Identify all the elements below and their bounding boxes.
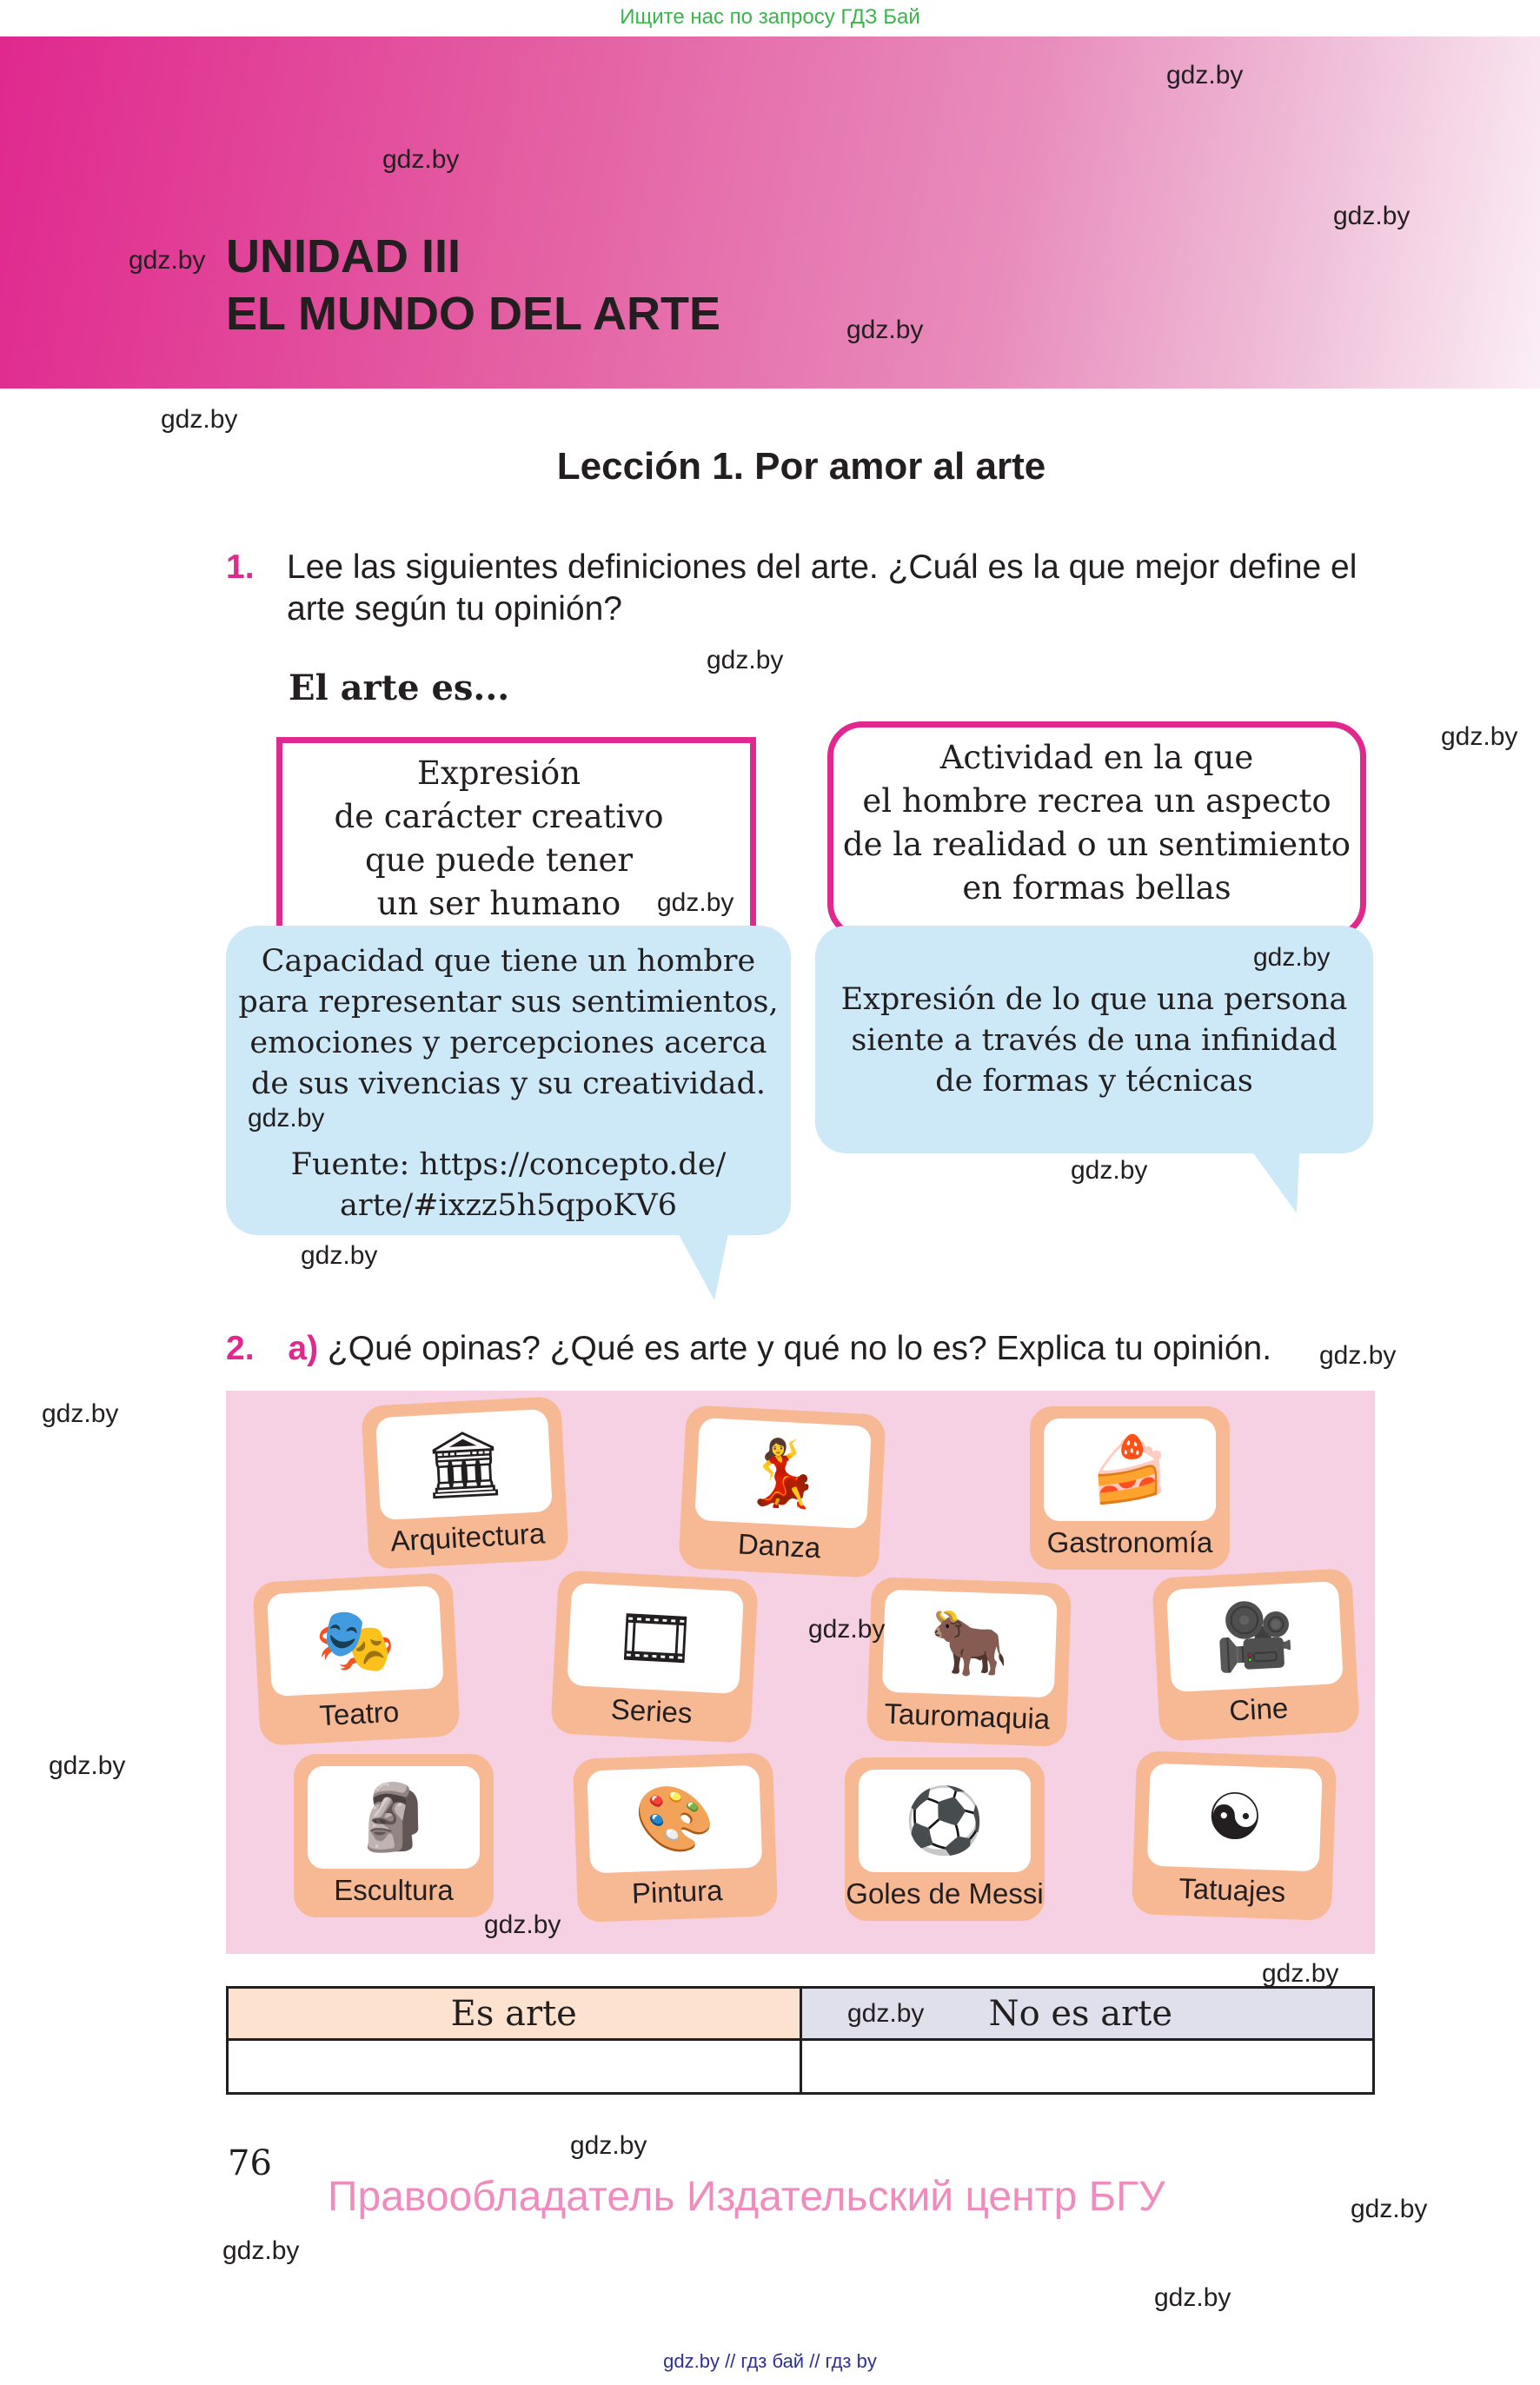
watermark: gdz.by xyxy=(570,2131,647,2160)
answer-cell-no-es-arte[interactable] xyxy=(800,2040,1374,2094)
building-icon: 🏛 xyxy=(375,1409,553,1520)
theater-masks-icon: 🎭 xyxy=(267,1585,444,1697)
watermark: gdz.by xyxy=(846,316,924,344)
watermark: gdz.by xyxy=(1166,61,1244,90)
bullfighter-icon: 🐂 xyxy=(882,1590,1058,1698)
watermark: gdz.by xyxy=(161,405,238,434)
definition-bubble-4: Expresión de lo que una persona siente a través de una infinidad de formas y técnicas xyxy=(815,926,1373,1153)
definition-box-1: Expresión de carácter creativo que puede tener un ser humano xyxy=(276,737,756,937)
card-series: 🎞 Series xyxy=(550,1570,759,1744)
exercise1-heading: El arte es... xyxy=(289,668,510,708)
exercise1-number: 1. xyxy=(226,548,255,586)
card-tatuajes: ☯ Tatuajes xyxy=(1132,1751,1337,1921)
definition-source: arte/#ixzz5h5qpoKV6 xyxy=(340,1188,677,1223)
unit-title-line1: UNIDAD III xyxy=(226,230,461,282)
card-teatro: 🎭 Teatro xyxy=(252,1572,461,1746)
answer-cell-es-arte[interactable] xyxy=(228,2040,801,2094)
movie-camera-icon: 🎥 xyxy=(1166,1581,1344,1692)
watermark: gdz.by xyxy=(1253,943,1331,972)
watermark: gdz.by xyxy=(129,246,206,275)
definition-bubble-3: Capacidad que tiene un hombre para representar sus sentimientos, emociones y percepciones acerca de sus vivencias y su creatividad. Fuente: https://concepto.de/ arte/#ixzz5h5qpoKV6 xyxy=(226,926,791,1235)
soccer-ball-icon: ⚽ xyxy=(859,1770,1031,1872)
copyright-holder: Правообладатель Издательский центр БГУ xyxy=(328,2174,1165,2220)
palette-icon: 🎨 xyxy=(587,1765,762,1874)
exercise2-question: 2. a) ¿Qué opinas? ¿Qué es arte y qué no lo es? Explica tu opinión. xyxy=(226,1330,1272,1367)
art-categories-grid xyxy=(226,1391,1375,1954)
watermark: gdz.by xyxy=(484,1910,561,1939)
watermark: gdz.by xyxy=(1262,1959,1339,1988)
watermark: gdz.by xyxy=(222,2236,300,2265)
card-gastronomia: 🍰 Gastronomía xyxy=(1030,1406,1230,1570)
lesson-title: Lección 1. Por amor al arte xyxy=(556,445,1046,488)
watermark: gdz.by xyxy=(707,646,784,674)
statue-icon: 🗿 xyxy=(308,1766,480,1869)
card-tauromaquia: 🐂 Tauromaquia xyxy=(866,1577,1072,1747)
col-es-arte: Es arte xyxy=(228,1988,801,2040)
watermark: gdz.by xyxy=(42,1399,119,1428)
unit-title xyxy=(226,228,720,342)
watermark: gdz.by xyxy=(847,1999,925,2028)
watermark: gdz.by xyxy=(301,1241,378,1270)
definition-source: Fuente: https://concepto.de/ xyxy=(290,1147,727,1182)
card-danza: 💃 Danza xyxy=(678,1405,886,1578)
bottom-links: gdz.by // гдз бай // гдз by xyxy=(663,2350,877,2372)
card-goles-de-messi: ⚽ Goles de Messi xyxy=(845,1757,1045,1921)
card-arquitectura: 🏛 Arquitectura xyxy=(361,1396,569,1570)
cake-icon: 🍰 xyxy=(1044,1418,1216,1521)
watermark: gdz.by xyxy=(382,145,460,174)
tattoo-icon: ☯ xyxy=(1147,1764,1323,1872)
answer-table xyxy=(226,1986,1375,2095)
film-frame-icon: 🎞 xyxy=(567,1583,744,1694)
watermark: gdz.by xyxy=(248,1104,325,1133)
watermark: gdz.by xyxy=(1154,2283,1231,2312)
watermark: gdz.by xyxy=(1441,722,1518,751)
card-cine: 🎥 Cine xyxy=(1152,1568,1360,1742)
unit-title-line2: EL MUNDO DEL ARTE xyxy=(226,288,721,340)
watermark: gdz.by xyxy=(1333,202,1411,230)
watermark: gdz.by xyxy=(808,1615,886,1644)
page-number: 76 xyxy=(228,2143,272,2183)
top-search-hint: Ищите нас по запросу ГДЗ Бай xyxy=(620,5,920,29)
watermark: gdz.by xyxy=(49,1751,126,1780)
dancers-icon: 💃 xyxy=(694,1418,872,1529)
card-pintura: 🎨 Pintura xyxy=(573,1752,778,1923)
watermark: gdz.by xyxy=(657,888,734,917)
card-escultura: 🗿 Escultura xyxy=(294,1754,494,1917)
exercise1-text: Lee las siguientes definiciones del arte. ¿Cuál es la que mejor define el arte según tu opinión? xyxy=(287,548,1357,628)
watermark: gdz.by xyxy=(1319,1341,1397,1370)
watermark: gdz.by xyxy=(1351,2195,1428,2223)
watermark: gdz.by xyxy=(1071,1156,1148,1185)
definition-box-2: Actividad en la que el hombre recrea un aspecto de la realidad o un sentimiento en formas bellas xyxy=(827,721,1366,939)
col-no-es-arte: No es arte xyxy=(800,1988,1374,2040)
